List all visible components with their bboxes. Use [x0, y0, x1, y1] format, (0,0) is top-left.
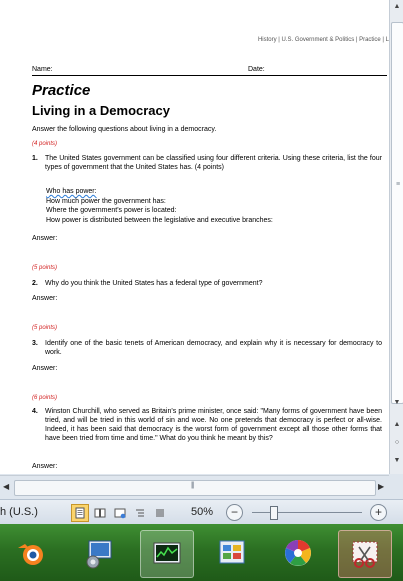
- zoom-out-button[interactable]: −: [226, 504, 243, 521]
- q1-subitems: [46, 187, 273, 225]
- taskbar-blender[interactable]: [6, 530, 58, 576]
- taskbar-snipping-tool[interactable]: [338, 530, 392, 578]
- zoom-slider-thumb[interactable]: [270, 506, 278, 520]
- q4-points: (6 points): [32, 395, 58, 401]
- q1-text: The United States government can be classified using four different criteria. Using these criteria, list the four types of government that the United States has. (4 points): [45, 155, 382, 171]
- windows-taskbar: [0, 524, 403, 581]
- q3-answer-label: Answer:: [32, 365, 58, 372]
- previous-page-icon[interactable]: ▲: [393, 421, 401, 428]
- task-manager-icon: [150, 537, 184, 571]
- hscroll-grip-icon: |||: [191, 482, 194, 489]
- outline-icon: [134, 507, 146, 519]
- q1-sub-1: Who has power:: [46, 188, 97, 195]
- vertical-scrollbar[interactable]: [389, 0, 403, 474]
- q1-sub-2: How much power the government has:: [46, 197, 166, 205]
- zoom-slider-track[interactable]: [252, 512, 362, 513]
- taskbar-picasa[interactable]: [272, 530, 324, 576]
- draft-icon: [154, 507, 166, 519]
- full-screen-reading-button[interactable]: [91, 504, 109, 522]
- print-layout-icon: [74, 507, 86, 519]
- system-tool-icon: [83, 536, 117, 570]
- intro-text: Answer the following questions about living in a democracy.: [32, 126, 217, 133]
- blender-icon: [15, 536, 49, 570]
- language-indicator[interactable]: h (U.S.): [0, 506, 38, 518]
- q1-number: 1.: [32, 155, 38, 162]
- zoom-level[interactable]: 50%: [191, 506, 214, 518]
- q4-text: Winston Churchill, who served as Britain's prime minister, once said: "Many forms of government have been tried, and will be tried in this world of sin and woe. No one pretends that democracy is perfect or all-wise. Indeed, it has been said that democracy is the worst form of government except all those other forms that have been tried from time and time." What do you think he meant by this?: [45, 408, 382, 442]
- q1-answer-label: Answer:: [32, 235, 58, 242]
- q4-answer-label: Answer:: [32, 463, 58, 470]
- scroll-grip-icon: ≡: [396, 181, 401, 188]
- page-title: Practice: [32, 82, 91, 99]
- status-bar: [0, 499, 403, 525]
- q1-points: (4 points): [32, 141, 58, 147]
- question-4: [32, 407, 382, 443]
- taskbar-task-manager[interactable]: [140, 530, 194, 578]
- q2-text: Why do you think the United States has a federal type of government?: [45, 280, 263, 287]
- q1-sub-4: How power is distributed between the legislative and executive branches:: [46, 216, 273, 224]
- web-layout-button[interactable]: [111, 504, 129, 522]
- snipping-tool-icon: [348, 537, 382, 571]
- outline-view-button[interactable]: [131, 504, 149, 522]
- question-3: [32, 339, 382, 357]
- page-subtitle: Living in a Democracy: [32, 103, 170, 118]
- horizontal-scrollbar[interactable]: [0, 475, 389, 500]
- page-breadcrumb: History | U.S. Government & Politics | Practice | L: [257, 37, 389, 43]
- date-label: Date:: [248, 66, 265, 73]
- taskbar-system-tool[interactable]: [74, 530, 126, 576]
- horizontal-scroll-thumb[interactable]: [14, 480, 376, 496]
- control-panel-icon: [215, 536, 249, 570]
- reading-view-icon: [94, 507, 106, 519]
- next-page-icon[interactable]: ▼: [393, 457, 401, 464]
- question-1: [32, 154, 382, 172]
- q1-sub-3: Where the government's power is located:: [46, 207, 177, 214]
- q4-number: 4.: [32, 408, 38, 415]
- q3-text: Identify one of the basic tenets of American democracy, and explain why it is necessary for democracy to work.: [45, 340, 382, 356]
- scroll-down-icon[interactable]: ▼: [393, 399, 401, 406]
- q3-number: 3.: [32, 340, 38, 347]
- draft-view-button[interactable]: [151, 504, 169, 522]
- web-layout-icon: [114, 507, 126, 519]
- vertical-scroll-thumb[interactable]: [391, 22, 403, 404]
- zoom-in-button[interactable]: +: [370, 504, 387, 521]
- q2-answer-label: Answer:: [32, 295, 58, 302]
- scroll-left-icon[interactable]: ◀: [3, 482, 10, 491]
- browse-object-icon[interactable]: ○: [394, 439, 400, 446]
- q2-number: 2.: [32, 280, 38, 287]
- scroll-right-icon[interactable]: ▶: [378, 482, 385, 491]
- question-2: [32, 279, 382, 288]
- name-label: Name:: [32, 66, 53, 73]
- scroll-up-icon[interactable]: ▲: [393, 3, 401, 10]
- q3-points: (5 points): [32, 325, 58, 331]
- print-layout-view-button[interactable]: [71, 504, 89, 522]
- taskbar-control-panel[interactable]: [206, 530, 258, 576]
- picasa-icon: [281, 536, 315, 570]
- q2-points: (5 points): [32, 265, 58, 271]
- name-date-row: [32, 66, 387, 76]
